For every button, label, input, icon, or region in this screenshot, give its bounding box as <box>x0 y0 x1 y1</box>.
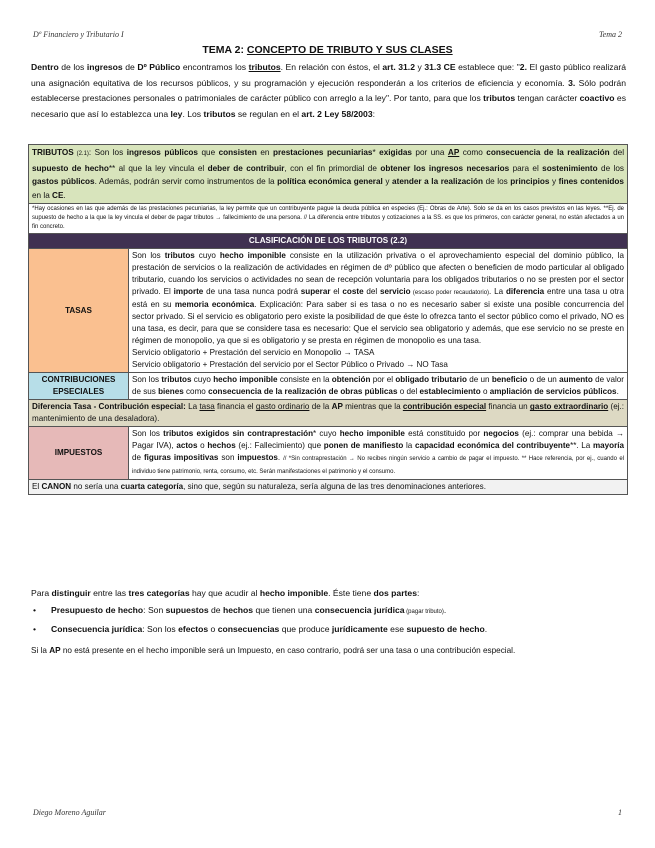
footer-author: Diego Moreno Aguilar <box>33 808 106 817</box>
tributos-table <box>28 144 628 495</box>
page-number: 1 <box>618 808 622 817</box>
impuestos-description: Son los tributos exigidos sin contraprestación* cuyo hecho imponible está constituido por negocios (ej.: comprar una bebida → Pagar IVA), actos o hechos (ej.: Fallecimiento) que ponen de manifiesto la capacidad económica del contribuyente**. La mayoría de figuras impositivas son impuestos. // *Sin contraprestación → No recibes ningún servicio a cambio de pagar el impuesto. ** Hace referencia, por ej., cuando el individuo tiene patrimonio, renta, consumo, etc. Serán manifestaciones el patrimonio y el consumo. <box>129 427 628 480</box>
intro-paragraph: Dentro de los ingresos de Dº Público encontramos los tributos. En relación con éstos, el art. 31.2 y 31.3 CE establece que: "2. El gasto público realizará una asignación equitativa de los recursos públicos, y su programación y ejecución responderán a los criterios de eficiencia y economía. 3. Sólo podrán establecerse prestaciones personales o patrimoniales de carácter público con arreglo a la ley". Por tanto, para que los tributos tengan carácter coactivo es necesario que así lo establezca una ley. Los tributos se regulan en el art. 2 Ley 58/2003: <box>31 62 626 119</box>
tasas-label: TASAS <box>29 249 129 373</box>
title-prefix: TEMA 2: <box>202 44 247 56</box>
list-item <box>31 622 631 636</box>
tasas-description <box>129 249 628 373</box>
hecho-imponible-list <box>31 603 631 636</box>
page-title <box>0 44 655 56</box>
canon-row: El CANON no sería una cuarta categoría, sino que, según su naturaleza, sería alguna de las tres denominaciones anteriores. <box>29 480 628 495</box>
tributos-footnote: *Hay ocasiones en las que además de las prestaciones pecuniarias, la ley permite que un contribuyente pague la deuda pública en especies (Ej.: Obras de Arte). Solo se da en los casos previstos en las leyes. **Ej. de supuesto de hecho a la que la ley vincula el deber de pagar tributos → fallecimiento de una persona. // La diferencia entre tributos y cotizaciones a la SS. es que los primeros, con carácter general, no están afectados a un fin concreto. <box>29 204 628 234</box>
bullet-presupuesto: Presupuesto de hecho: Son supuestos de hechos que tienen una consecuencia jurídica (pagar tributo). <box>51 605 447 615</box>
header-topic: Tema 2 <box>598 30 622 39</box>
bullet-consecuencia: Consecuencia jurídica: Son los efectos o consecuencias que produce jurídicamente ese supuesto de hecho. <box>51 624 488 634</box>
diferencia-row: Diferencia Tasa - Contribución especial: La tasa financia el gasto ordinario de la AP mientras que la contribución especial financia un gasto extraordinario (ej.: mantenimiento de una desaladora). <box>29 400 628 427</box>
bullet-icon: • <box>33 605 37 615</box>
tasas-rule-no-tasa: Servicio obligatorio + Prestación del servicio por el Sector Público o Privado → NO Tasa <box>132 360 448 370</box>
classification-header: CLASIFICACIÓN DE LOS TRIBUTOS (2.2) <box>29 234 628 249</box>
impuestos-label: IMPUESTOS <box>29 427 129 480</box>
title-main: CONCEPTO DE TRIBUTO Y SUS CLASES <box>246 44 453 56</box>
list-item <box>31 603 631 619</box>
tributos-definition: TRIBUTOS (2.1): Son los ingresos públicos que consisten en prestaciones pecuniarias* exigidas por una AP como consecuencia de la realización del supuesto de hecho** al que la ley vincula el deber de contribuir, con el fin primordial de obtener los ingresos necesarios para el sostenimiento de los gastos públicos. Además, podrán servir como instrumentos de la política económica general y atender a la realización de los principios y fines contenidos en la CE. <box>29 145 628 204</box>
bullet-icon: • <box>33 624 37 634</box>
tasas-rule-monopolio: Servicio obligatorio + Prestación del servicio en Monopolio → TASA <box>132 348 375 358</box>
contribuciones-description: Son los tributos cuyo hecho imponible consiste en la obtención por el obligado tributario de un beneficio o de un aumento de valor de sus bienes como consecuencia de la realización de obras públicas o del establecimiento o ampliación de servicios públicos. <box>129 373 628 400</box>
after-table-section <box>31 586 631 658</box>
contribuciones-label: CONTRIBUCIONES EPSECIALES <box>29 373 129 400</box>
header-subject: Dº Financiero y Tributario I <box>33 30 124 39</box>
tasas-body: Son los tributos cuyo hecho imponible consiste en la utilización privativa o el aprovechamiento especial del dominio público, la prestación de servicios o la realización de actividades en régimen de dº público que afecten o beneficien de modo particular al obligado tributario, cuando los servicios o actividades no sean de recepción voluntaria para los obligados tributarios o no se presten por el sector privado. El importe de una tasa nunca podrá superar el coste del servicio (escaso poder recaudatorio). La diferencia entre una tasa u otra está en su memoria económica. Explicación: Para saber si es tasa o no es necesario saber si existe una posible concurrencia del sector privado. Si el servicio es obligatorio pero existe la posibilidad de que éste lo ofrezca tanto el sector público como el privado, NO es una tasa, es decir, para que se considere tasa es necesario: Que el servicio sea obligatorio y además, que ese servicio no se preste en régimen de monopolio, ya que si es obligatorio y se presta en régimen de monopolio es una tasa. <box>132 251 624 346</box>
final-paragraph: Si la AP no está presente en el hecho imponible será un Impuesto, en caso contrario, podrá ser una tasa o una contribución especial. <box>31 646 516 655</box>
distinguir-paragraph: Para distinguir entre las tres categorías hay que acudir al hecho imponible. Éste tiene dos partes: <box>31 588 420 598</box>
